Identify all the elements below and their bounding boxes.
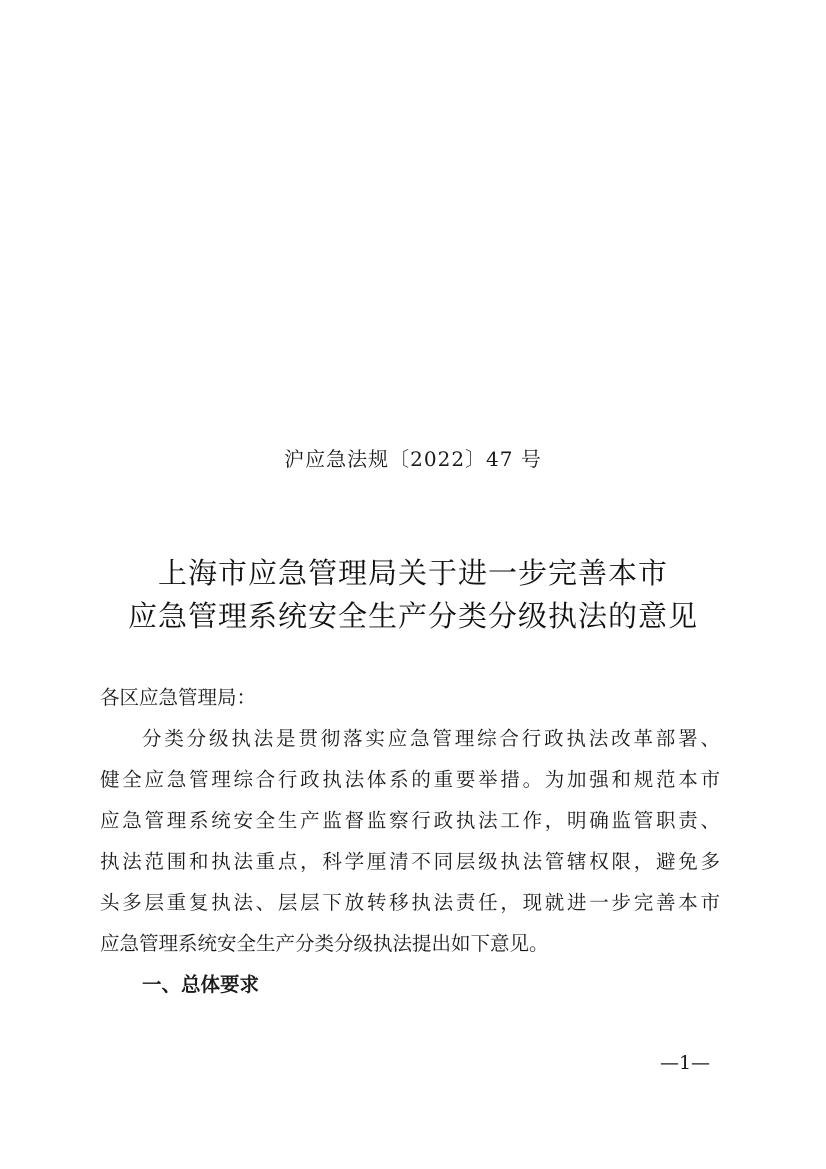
title-line-2: 应急管理系统安全生产分类分级执法的意见 — [127, 599, 698, 633]
paragraph-line: 分类分级执法是贯彻落实应急管理综合行政执法改革部署、 — [142, 727, 720, 750]
paragraph-line: 健全应急管理综合行政执法体系的重要举措。为加强和规范本市 — [100, 768, 720, 791]
document-title — [0, 552, 826, 638]
paragraph-line: 应急管理系统安全生产监督监察行政执法工作，明确监管职责、 — [100, 809, 720, 832]
salutation: 各区应急管理局： — [100, 686, 257, 709]
paragraph-line: 头多层重复执法、层层下放转移执法责任，现就进一步完善本市 — [100, 891, 720, 914]
document-body — [100, 677, 720, 1005]
paragraph-line: 执法范围和执法重点，科学厘清不同层级执法管辖权限，避免多 — [100, 850, 720, 873]
document-number: 沪应急法规〔2022〕47 号 — [284, 447, 542, 471]
title-line-1: 上海市应急管理局关于进一步完善本市 — [157, 556, 668, 590]
section-heading: 一、总体要求 — [142, 973, 260, 996]
paragraph-line: 应急管理系统安全生产分类分级执法提出如下意见。 — [100, 932, 549, 955]
page-number: —1— — [659, 1052, 711, 1074]
